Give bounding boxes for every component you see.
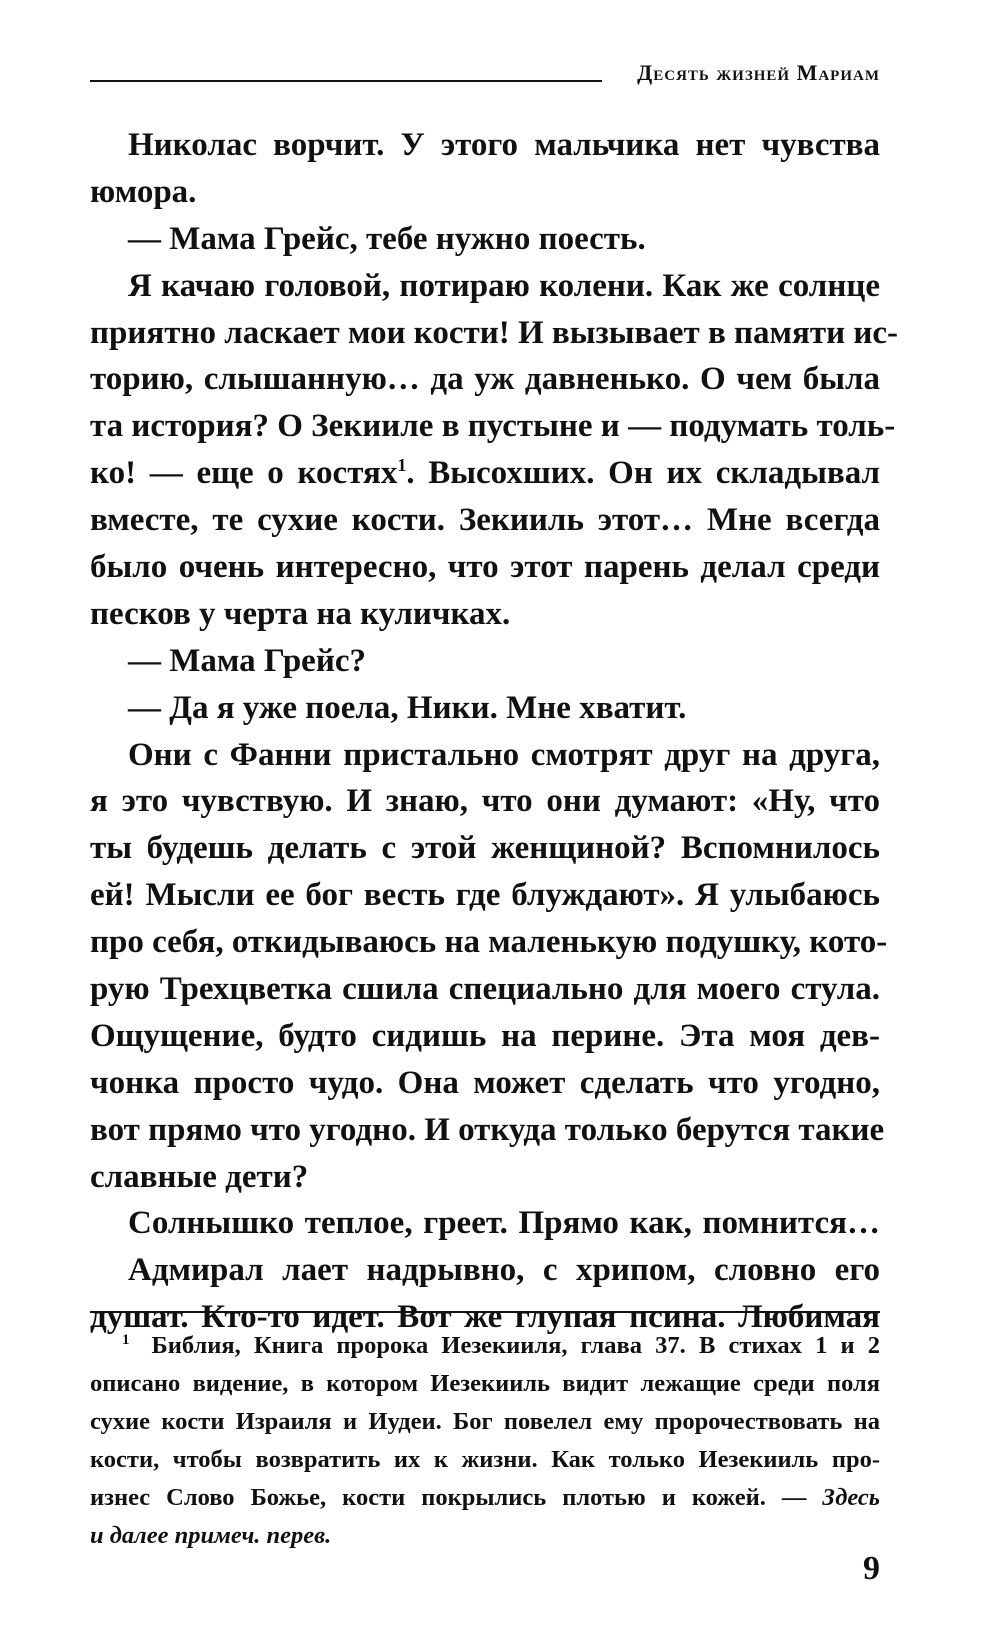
text-line: вместе, те сухие кости. Зекииль этот… Мне всегда	[90, 502, 880, 539]
running-title: Десять жизней Мариам	[637, 60, 880, 85]
footnote	[90, 1327, 880, 1555]
body-text	[90, 122, 898, 1341]
footnote-rule	[90, 1311, 880, 1313]
header-rule	[90, 80, 602, 82]
footnote-line: 1 Библия, Книга пророка Иезекииля, глава 37. В стихах 1 и 2	[122, 1331, 880, 1359]
text-line: Николас ворчит. У этого мальчика нет чувства	[128, 127, 880, 163]
footnote-line: кости, чтобы возвратить их к жизни. Как только Иезекииль про-	[90, 1446, 880, 1473]
text-line: было очень интересно, что этот парень делал среди	[90, 549, 880, 586]
text-line: Ощущение, будто сидишь на перине. Эта моя дев-	[90, 1017, 880, 1054]
footnote-reference[interactable]: 1	[397, 455, 407, 476]
page-header	[90, 60, 880, 90]
text-line: славные дети?	[90, 1158, 309, 1195]
footnote-italic-note: и далее примеч. перев.	[90, 1522, 332, 1549]
text-line: ты будешь делать с этой женщиной? Вспомнилось	[90, 830, 880, 867]
text-line: Адмирал лает надрывно, с хрипом, словно его	[128, 1252, 880, 1289]
text-line: я это чувствую. И знаю, что они думают: «Ну, что	[90, 783, 880, 820]
text-line-with-footnote-ref	[90, 450, 880, 497]
text-line: Солнышко теплое, греет. Прямо как, помнится…	[128, 1205, 880, 1242]
text-line: Я качаю головой, потираю колени. Как же солнце	[128, 267, 880, 304]
text-line: рую Трехцветка сшила специально для моего стула.	[90, 971, 880, 1008]
text-line: приятно ласкает мои кости! И вызывает в памяти ис-	[90, 314, 898, 351]
text-line: та история? О Зекииле в пустыне и — подумать толь-	[90, 408, 896, 445]
text-segment: ко! — еще о костях	[90, 455, 398, 492]
text-segment: . Высохших. Он их складывал	[406, 455, 880, 492]
text-line: вот прямо что угодно. И откуда только берутся такие	[90, 1111, 885, 1148]
text-line: душат. Кто-то идет. Вот же глупая псина. Любимая	[90, 1299, 880, 1336]
text-line: песков у черта на куличках.	[90, 595, 511, 632]
footnote-line	[90, 1479, 880, 1517]
text-line: чонка просто чудо. Она может сделать что угодно,	[90, 1064, 880, 1101]
text-line: Они с Фанни пристально смотрят друг на друга,	[128, 736, 880, 773]
text-line: торию, слышанную… да уж давненько. О чем была	[90, 361, 880, 398]
text-line: — Да я уже поела, Ники. Мне хватит.	[128, 689, 687, 726]
page-number: 9	[863, 1550, 880, 1587]
text-line: — Мама Грейс?	[128, 642, 366, 679]
footnote-text: Библия, Книга пророка Иезекииля, глава 37. В стихах 1 и 2	[151, 1332, 880, 1359]
footnote-italic-note: Здесь	[822, 1484, 880, 1511]
footnote-text: изнес Слово Божье, кости покрылись плотью и кожей. —	[90, 1484, 823, 1511]
text-line: юмора.	[90, 173, 197, 210]
text-line: ей! Мысли ее бог весть где блуждают». Я улыбаюсь	[90, 877, 880, 914]
footnote-line: описано видение, в котором Иезекииль видит лежащие среди поля	[90, 1370, 880, 1397]
text-line: про себя, откидываюсь на маленькую подушку, кото-	[90, 924, 888, 961]
footnote-line: сухие кости Израиля и Иудеи. Бог повелел ему пророчествовать на	[90, 1408, 880, 1435]
footnote-line	[90, 1517, 880, 1555]
text-line: — Мама Грейс, тебе нужно поесть.	[128, 220, 646, 257]
